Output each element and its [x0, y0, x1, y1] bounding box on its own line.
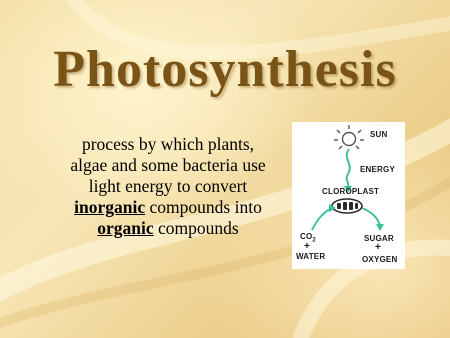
chloroplast-label: CLOROPLAST	[322, 187, 380, 196]
chloroplast-icon	[332, 199, 362, 213]
definition-part3: compounds	[153, 218, 239, 238]
keyword-organic: organic	[97, 218, 154, 238]
definition-part2: compounds into	[145, 197, 262, 217]
energy-arrow	[347, 149, 350, 188]
energy-label: ENERGY	[360, 165, 395, 174]
output-arrow	[362, 208, 380, 226]
slide-title: Photosynthesis	[53, 41, 397, 98]
sugar-label: SUGAR	[364, 234, 394, 243]
sun-label: SUN	[370, 130, 388, 139]
co2-label: $CO_2$	[300, 232, 316, 244]
sun-icon	[334, 125, 364, 149]
keyword-inorganic: inorganic	[74, 197, 146, 217]
definition-part1: process by which plants, algae and some bacteria use light energy to convert	[70, 134, 266, 196]
oxygen-label: OXYGEN	[362, 255, 398, 264]
plus-right-label: +	[375, 242, 382, 253]
photosynthesis-diagram	[292, 122, 405, 269]
definition-text	[62, 134, 274, 239]
water-label: WATER	[296, 252, 326, 261]
plus-left-label: +	[304, 241, 311, 252]
